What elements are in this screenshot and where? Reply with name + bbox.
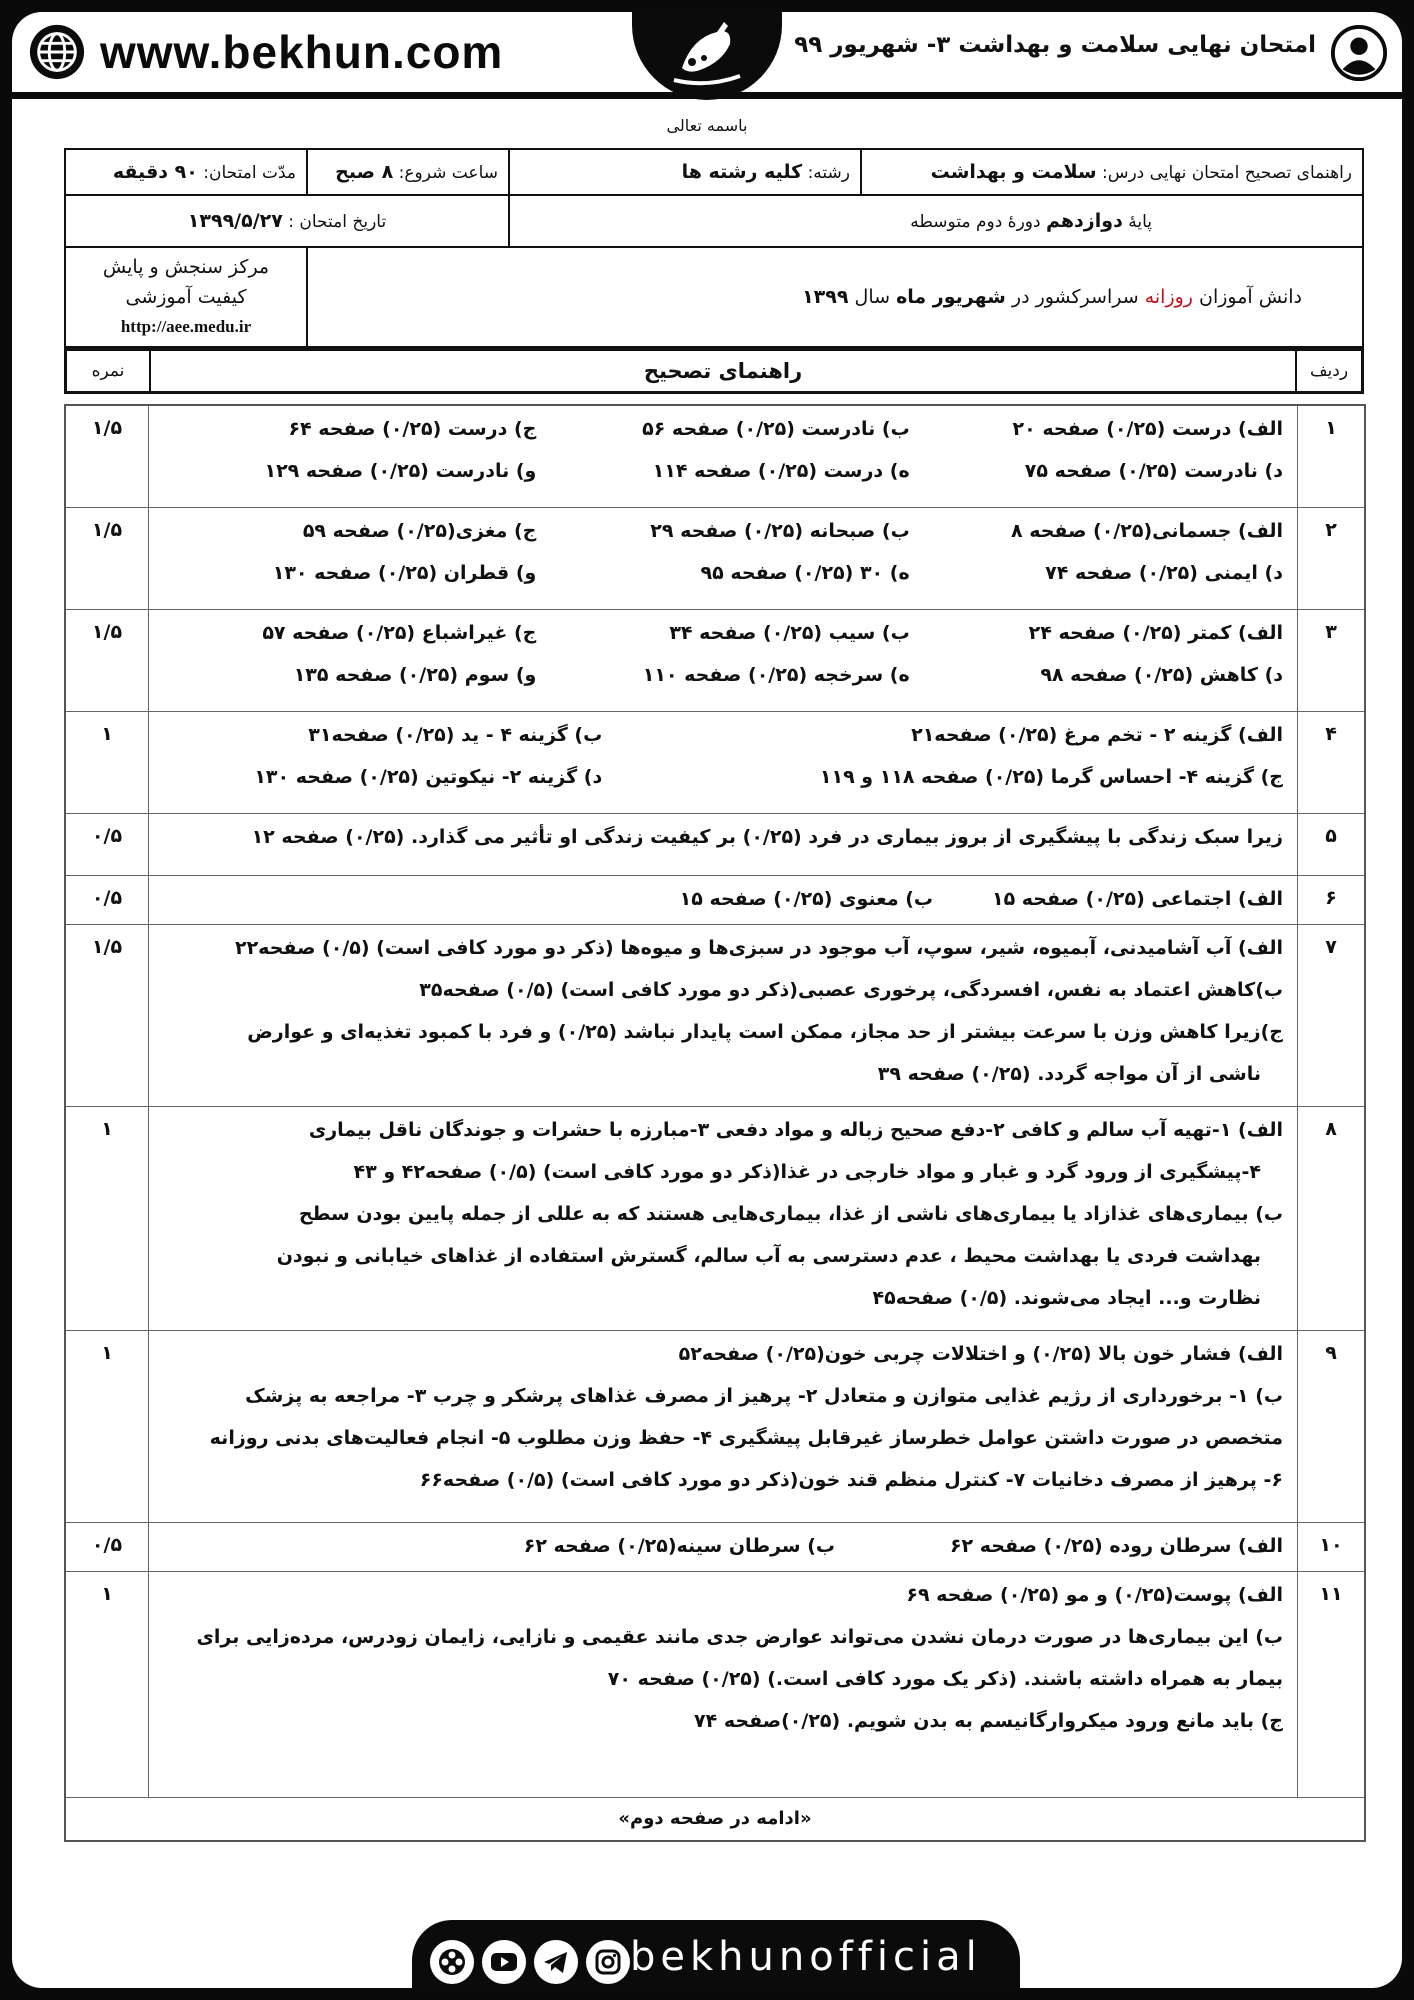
table-row [65, 1106, 1365, 1330]
score-cell: ۱ [65, 1571, 149, 1797]
continued-note: «ادامه در صفحه دوم» [65, 1797, 1365, 1841]
answer-line: متخصص در صورت داشتن عوامل خطرساز غیرقابل پیشگیری ۴- حفظ وزن مطلوب ۵- انجام فعالیت‌های بدنی روزانه [209, 1426, 1283, 1449]
table-row [65, 1797, 1365, 1841]
year-label: سال [854, 286, 891, 308]
answer-line: ب) این بیماری‌ها در صورت درمان نشدن می‌تواند عوارض جدی مانند عقیمی و نازایی، زایمان زودرس، مرده‌زایی برای [196, 1625, 1283, 1648]
score-cell: ۱/۵ [65, 507, 149, 609]
answer-item: ب) سرطان سینه(۰/۲۵) صفحه ۶۲ [523, 1534, 835, 1557]
user-profile-icon[interactable] [1330, 24, 1388, 82]
row-number: ۸ [1298, 1106, 1366, 1330]
youtube-icon[interactable] [482, 1940, 526, 1984]
answer-item: د) کاهش (۰/۲۵) صفحه ۹۸ [1040, 663, 1283, 686]
table-row [65, 875, 1365, 924]
answer-cell [149, 1106, 1298, 1330]
answer-line: الف) پوست(۰/۲۵) و مو (۰/۲۵) صفحه ۶۹ [906, 1583, 1283, 1606]
table-row [65, 813, 1365, 875]
answer-item: د) نادرست (۰/۲۵) صفحه ۷۵ [1024, 460, 1283, 482]
exam-title: امتحان نهایی سلامت و بهداشت ۳- شهریور ۹۹ [794, 32, 1316, 58]
answer-item: ب) گزینه ۴ - ید (۰/۲۵) صفحه۳۱ [308, 723, 603, 746]
answer-item: د) ایمنی (۰/۲۵) صفحه ۷۴ [1045, 561, 1283, 584]
score-cell: ۰/۵ [65, 813, 149, 875]
grade-prefix: پایهٔ [1128, 212, 1152, 232]
answer-cell [149, 507, 1298, 609]
answer-item: و) سوم (۰/۲۵) صفحه ۱۳۵ [293, 663, 537, 686]
row-number: ۵ [1298, 813, 1366, 875]
students-cell [307, 247, 1363, 347]
answer-item: ه) ۳۰ (۰/۲۵) صفحه ۹۵ [700, 561, 910, 584]
answer-line: ۶- پرهیز از مصرف دخانیات ۷- کنترل منظم قند خون(ذکر دو مورد کافی است) (۰/۵) صفحه۶۶ [419, 1468, 1283, 1491]
students-middle: سراسرکشور در [1011, 286, 1139, 308]
score-cell: ۱/۵ [65, 405, 149, 507]
answer-text: زیرا سبک زندگی با پیشگیری از بروز بیماری در فرد (۰/۲۵) بر کیفیت زندگی او تأثیر می گذارد. (۰/۲۵) صفحه ۱۲ [251, 825, 1283, 848]
start-label: ساعت شروع: [398, 163, 498, 183]
row-number: ۱۰ [1298, 1522, 1366, 1571]
top-bar [12, 12, 1402, 92]
answer-line: ۴-پیشگیری از ورود گرد و غبار و مواد خارجی در غذا(ذکر دو مورد کافی است) (۰/۵) صفحه۴۲ و ۴۳ [353, 1160, 1261, 1183]
film-reel-icon[interactable] [430, 1940, 474, 1984]
row-number: ۳ [1298, 609, 1366, 711]
answer-item: و) قطران (۰/۲۵) صفحه ۱۳۰ [272, 561, 537, 584]
answer-item: ج) گزینه ۴- احساس گرما (۰/۲۵) صفحه ۱۱۸ و ۱۱۹ [819, 765, 1283, 788]
table-row [65, 507, 1365, 609]
row-number: ۱۱ [1298, 1571, 1366, 1797]
answer-item: الف) اجتماعی (۰/۲۵) صفحه ۱۵ [991, 887, 1283, 910]
answer-cell [149, 711, 1298, 813]
guide-label: راهنمای تصحیح امتحان نهایی درس: [1101, 163, 1352, 183]
center-cell [65, 247, 307, 347]
start-time-cell [307, 149, 509, 195]
row-number: ۹ [1298, 1330, 1366, 1522]
answer-item: ب) صبحانه (۰/۲۵) صفحه ۲۹ [650, 519, 910, 542]
header-divider [12, 92, 1402, 99]
brand-logo [632, 12, 782, 100]
date-label: تاریخ امتحان : [288, 212, 387, 232]
answer-line: بیمار به همراه داشته باشند. (ذکر یک مورد کافی است.) (۰/۲۵) صفحه ۷۰ [607, 1667, 1283, 1690]
answer-line: ج)زیرا کاهش وزن با سرعت بیشتر از حد مجاز، ممکن است پایدار نباشد (۰/۲۵) و فرد با کمبود تغذیه‌ای و عوارض [247, 1020, 1283, 1043]
grade-cell [509, 195, 1363, 247]
answer-item: الف) کمتر (۰/۲۵) صفحه ۲۴ [1028, 621, 1283, 644]
answer-cell [149, 875, 1298, 924]
duration-cell [65, 149, 307, 195]
answer-item: د) گزینه ۲- نیکوتین (۰/۲۵) صفحه ۱۳۰ [254, 765, 603, 788]
row-number: ۷ [1298, 924, 1366, 1106]
exam-page [12, 12, 1402, 1988]
field-label: رشته: [807, 163, 850, 183]
answer-item: الف) جسمانی(۰/۲۵) صفحه ۸ [1010, 519, 1283, 542]
answer-item: ه) درست (۰/۲۵) صفحه ۱۱۴ [652, 460, 910, 482]
row-number: ۲ [1298, 507, 1366, 609]
field-cell [509, 149, 861, 195]
answer-cell [149, 1522, 1298, 1571]
exam-date-cell [65, 195, 509, 247]
table-row [65, 924, 1365, 1106]
score-cell: ۱ [65, 1330, 149, 1522]
bismillah: باسمه تعالی [666, 116, 748, 135]
social-handle[interactable]: bekhunofficial [630, 1934, 982, 1980]
answer-cell [149, 924, 1298, 1106]
answer-item: ه) سرخجه (۰/۲۵) صفحه ۱۱۰ [642, 663, 910, 686]
site-url[interactable]: www.bekhun.com [100, 26, 504, 78]
answer-item: ب) معنوی (۰/۲۵) صفحه ۱۵ [679, 887, 933, 910]
answer-line: ب) ۱- برخورداری از رژیم غذایی متوازن و متعادل ۲- پرهیز از مصرف غذاهای پرشکر و چرب ۳- مراجعه به پزشک [245, 1384, 1283, 1407]
table-row [65, 1571, 1365, 1797]
row-number: ۴ [1298, 711, 1366, 813]
score-cell: ۰/۵ [65, 875, 149, 924]
answer-line: بهداشت فردی یا بهداشت محیط ، عدم دسترسی به آب سالم، گسترش استفاده از غذاهای خیابانی و نبودن [276, 1244, 1261, 1267]
answer-cell [149, 1330, 1298, 1522]
score-cell: ۱ [65, 711, 149, 813]
site-link[interactable] [28, 22, 503, 82]
footer-social-bar [412, 1920, 1020, 1988]
row-header: ردیف [1296, 350, 1363, 393]
answer-item: ج) غیراشباع (۰/۲۵) صفحه ۵۷ [262, 621, 537, 644]
answer-line: ب) بیماری‌های غذازاد یا بیماری‌های ناشی از غذا، بیماری‌هایی هستند که به عللی از جمله پایین بودن سطح [298, 1202, 1283, 1225]
students-prefix: دانش آموزان [1199, 286, 1302, 308]
grade-suffix: دورهٔ دوم متوسطه [910, 212, 1041, 232]
answer-line: الف) فشار خون بالا (۰/۲۵) و اختلالات چربی خون(۰/۲۵) صفحه۵۲ [678, 1342, 1283, 1365]
answer-item: الف) گزینه ۲ - تخم مرغ (۰/۲۵) صفحه۲۱ [911, 723, 1283, 746]
row-number: ۱ [1298, 405, 1366, 507]
answer-cell [149, 609, 1298, 711]
score-cell: ۱/۵ [65, 609, 149, 711]
table-row [65, 711, 1365, 813]
exam-month: شهریور ماه [896, 286, 1006, 308]
answer-item: الف) درست (۰/۲۵) صفحه ۲۰ [1012, 418, 1283, 440]
exam-year: ۱۳۹۹ [802, 286, 849, 308]
answer-line: ج) باید مانع ورود میکروارگانیسم به بدن شویم. (۰/۲۵)صفحه ۷۴ [694, 1709, 1283, 1732]
social-icons [430, 1940, 630, 1984]
score-cell: ۰/۵ [65, 1522, 149, 1571]
answer-item: ج) درست (۰/۲۵) صفحه ۶۴ [288, 418, 537, 440]
center-name: مرکز سنجش و پایش کیفیت آموزشی [102, 256, 270, 308]
answer-line: الف) ۱-تهیه آب سالم و کافی ۲-دفع صحیح زباله و مواد دفعی ۳-مبارزه با حشرات و جوندگان ناقل بیماری [308, 1118, 1283, 1141]
field-value: کلیه رشته ها [681, 161, 803, 183]
logo-mark [662, 18, 752, 96]
duration-value: ۹۰ دقیقه [112, 161, 198, 183]
instagram-icon[interactable] [586, 1940, 630, 1984]
score-header: نمره [66, 350, 151, 393]
date-value: ۱۳۹۹/۵/۲۷ [187, 210, 283, 232]
answer-item: و) نادرست (۰/۲۵) صفحه ۱۲۹ [264, 460, 537, 482]
table-row [65, 609, 1365, 711]
telegram-icon[interactable] [534, 1940, 578, 1984]
answer-line: ناشی از آن مواجه گردد. (۰/۲۵) صفحه ۳۹ [877, 1062, 1261, 1085]
row-number: ۶ [1298, 875, 1366, 924]
answer-cell [149, 813, 1298, 875]
table-row [65, 405, 1365, 507]
duration-label: مدّت امتحان: [203, 163, 296, 183]
answer-cell [149, 405, 1298, 507]
answer-table [64, 404, 1366, 1842]
answer-table-header [64, 348, 1364, 394]
answer-item: ب) نادرست (۰/۲۵) صفحه ۵۶ [642, 418, 910, 440]
grade-value: دوازدهم [1045, 210, 1123, 232]
answer-item: الف) سرطان روده (۰/۲۵) صفحه ۶۲ [949, 1534, 1283, 1557]
students-type: روزانه [1144, 286, 1193, 308]
course-name: سلامت و بهداشت [930, 161, 1097, 183]
start-value: ۸ صبح [335, 161, 394, 183]
globe-icon [28, 23, 86, 81]
score-cell: ۱ [65, 1106, 149, 1330]
center-url[interactable]: http://aee.medu.ir [120, 317, 252, 336]
course-cell [861, 149, 1363, 195]
score-cell: ۱/۵ [65, 924, 149, 1106]
answer-item: ب) سیب (۰/۲۵) صفحه ۳۴ [669, 621, 910, 644]
answer-line: نظارت و... ایجاد می‌شوند. (۰/۵) صفحه۴۵ [872, 1286, 1261, 1309]
answer-line: ب)کاهش اعتماد به نفس، افسردگی، پرخوری عصبی(ذکر دو مورد کافی است) (۰/۵) صفحه۳۵ [419, 978, 1283, 1001]
answer-item: ج) مغزی(۰/۲۵) صفحه ۵۹ [302, 519, 537, 542]
answer-line: الف) آب آشامیدنی، آبمیوه، شیر، سوپ، آب موجود در سبزی‌ها و میوه‌ها (ذکر دو مورد کافی است) (۰/۵) صفحه۲۲ [234, 936, 1283, 959]
exam-info-table [64, 148, 1364, 348]
guide-header: راهنمای تصحیح [150, 350, 1296, 393]
table-row [65, 1522, 1365, 1571]
table-row [65, 1330, 1365, 1522]
answer-cell [149, 1571, 1298, 1797]
